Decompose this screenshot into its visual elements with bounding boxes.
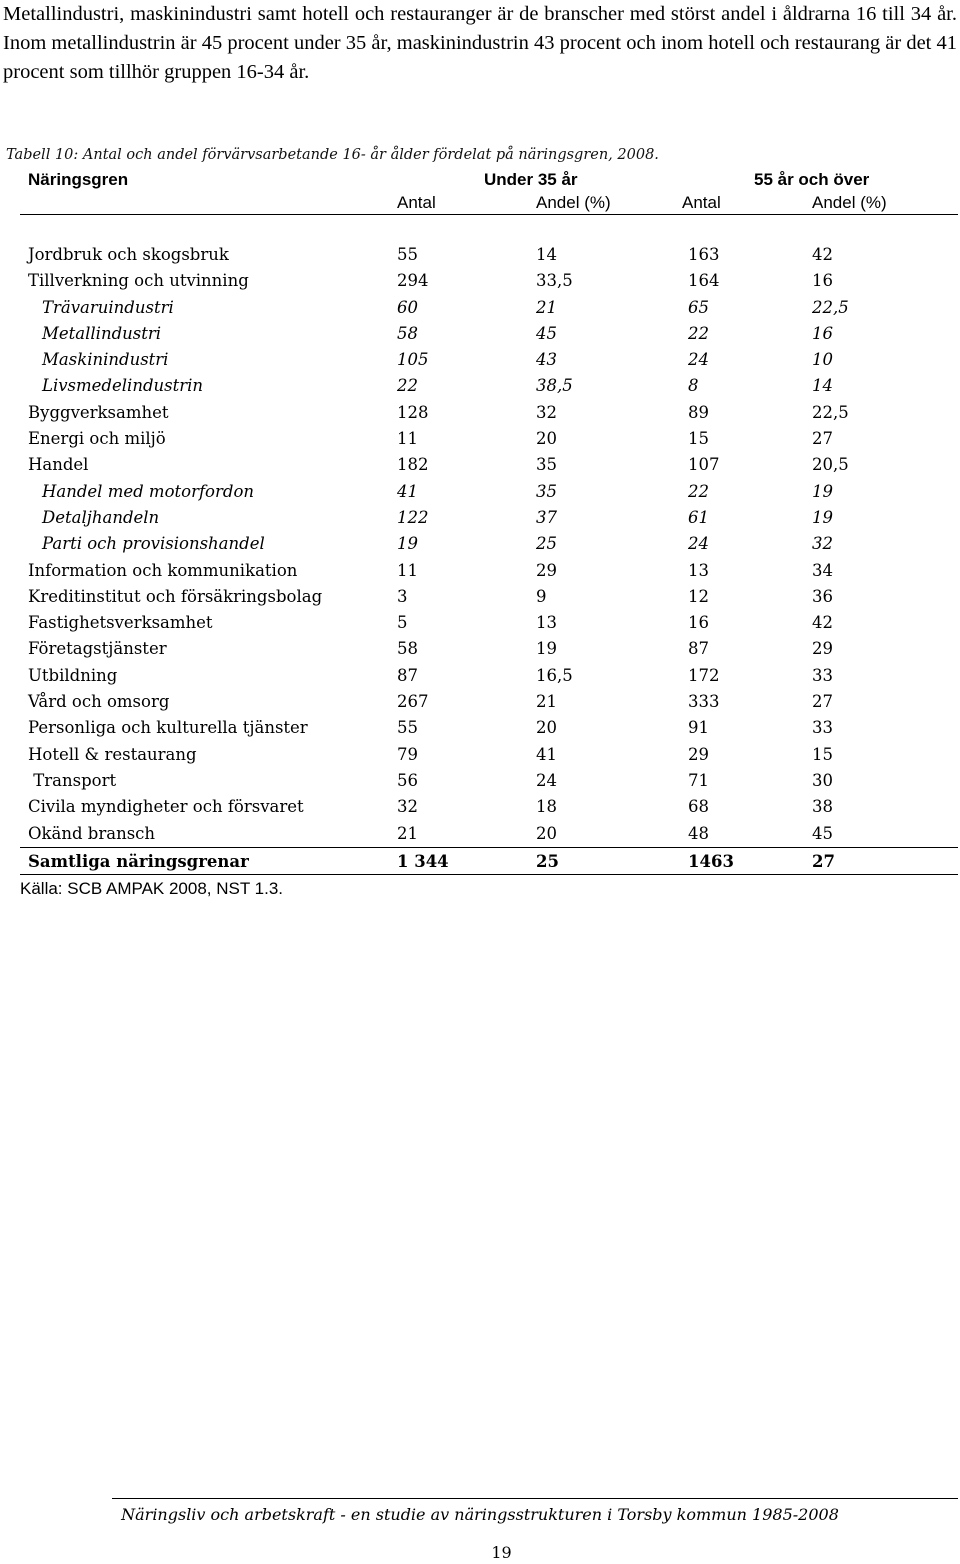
cell-under-35-share: 18 bbox=[536, 797, 557, 817]
cell-55-plus-share: 42 bbox=[812, 613, 833, 633]
header-under-35: Under 35 år bbox=[484, 170, 578, 189]
cell-under-35-share: 21 bbox=[536, 692, 557, 712]
cell-55-plus-count: 24 bbox=[688, 534, 709, 554]
cell-55-plus-share: 38 bbox=[812, 797, 833, 817]
cell-under-35-count: 60 bbox=[397, 297, 418, 317]
header-55-plus: 55 år och över bbox=[754, 170, 870, 189]
table-row bbox=[0, 558, 960, 584]
cell-under-35-count: 11 bbox=[397, 560, 418, 580]
cell-55-plus-share: 22,5 bbox=[812, 402, 849, 422]
cell-55-plus-count: 24 bbox=[688, 350, 709, 370]
page-number: 19 bbox=[491, 1543, 512, 1562]
cell-under-35-count: 22 bbox=[397, 376, 418, 396]
cell-under-35-count: 105 bbox=[397, 350, 429, 370]
cell-under-35-share: 21 bbox=[536, 297, 557, 317]
cell-55-plus-count: 48 bbox=[688, 823, 709, 843]
cell-55-plus-share: 30 bbox=[812, 770, 833, 790]
cell-under-35-count: 5 bbox=[397, 613, 408, 633]
table-row bbox=[0, 610, 960, 636]
cell-under-35-count: 11 bbox=[397, 429, 418, 449]
total-top-rule bbox=[20, 847, 958, 848]
cell-55-plus-count: 12 bbox=[688, 586, 709, 606]
cell-55-plus-share: 16 bbox=[812, 271, 833, 291]
cell-55-plus-share: 19 bbox=[812, 481, 833, 501]
cell-55-plus-share: 36 bbox=[812, 586, 833, 606]
total-bottom-rule bbox=[20, 874, 958, 875]
cell-55-plus-share: 29 bbox=[812, 639, 833, 659]
cell-55-plus-share: 22,5 bbox=[812, 297, 849, 317]
cell-55-plus-share: 16 bbox=[812, 323, 833, 343]
row-sector-name: Okänd bransch bbox=[28, 823, 156, 843]
cell-55-plus-share: 45 bbox=[812, 823, 833, 843]
cell-55-plus-share: 15 bbox=[812, 744, 833, 764]
cell-55-plus-count: 22 bbox=[688, 481, 709, 501]
cell-55-plus-count: 8 bbox=[688, 376, 699, 396]
cell-55-plus-share: 34 bbox=[812, 560, 833, 580]
row-sector-name: Information och kommunikation bbox=[28, 560, 298, 580]
subheader-55-plus-count: Antal bbox=[682, 193, 721, 212]
table-body bbox=[0, 242, 960, 847]
cell-under-35-share: 41 bbox=[536, 744, 557, 764]
total-under-35-count: 1 344 bbox=[397, 852, 449, 871]
cell-55-plus-share: 27 bbox=[812, 429, 833, 449]
cell-under-35-count: 21 bbox=[397, 823, 418, 843]
table-row bbox=[0, 531, 960, 557]
row-sector-name: Civila myndigheter och försvaret bbox=[28, 797, 304, 817]
cell-under-35-share: 20 bbox=[536, 718, 557, 738]
cell-under-35-count: 122 bbox=[397, 507, 429, 527]
total-55-plus-count: 1463 bbox=[688, 852, 734, 871]
cell-55-plus-count: 172 bbox=[688, 665, 720, 685]
cell-55-plus-count: 333 bbox=[688, 692, 720, 712]
table-row bbox=[0, 689, 960, 715]
cell-under-35-count: 55 bbox=[397, 245, 418, 264]
cell-55-plus-share: 10 bbox=[812, 350, 833, 370]
row-sector-name: Metallindustri bbox=[42, 323, 162, 343]
row-sector-name: Handel med motorfordon bbox=[42, 481, 255, 501]
cell-55-plus-count: 68 bbox=[688, 797, 709, 817]
cell-under-35-count: 56 bbox=[397, 770, 418, 790]
header-sector: Näringsgren bbox=[28, 170, 129, 189]
cell-55-plus-count: 16 bbox=[688, 613, 709, 633]
table-row bbox=[0, 347, 960, 373]
cell-under-35-count: 294 bbox=[397, 271, 429, 291]
table-row bbox=[0, 768, 960, 794]
cell-55-plus-count: 29 bbox=[688, 744, 709, 764]
row-sector-name: Kreditinstitut och försäkringsbolag bbox=[28, 586, 323, 606]
row-sector-name: Fastighetsverksamhet bbox=[28, 613, 213, 633]
table-source: Källa: SCB AMPAK 2008, NST 1.3. bbox=[20, 879, 284, 898]
cell-under-35-count: 32 bbox=[397, 797, 418, 817]
row-sector-name: Livsmedelindustrin bbox=[42, 376, 204, 396]
cell-under-35-count: 58 bbox=[397, 639, 418, 659]
cell-under-35-share: 35 bbox=[536, 455, 557, 475]
cell-55-plus-count: 61 bbox=[688, 507, 709, 527]
footer-rule bbox=[112, 1498, 958, 1499]
table-row bbox=[0, 373, 960, 399]
cell-under-35-share: 33,5 bbox=[536, 271, 573, 291]
cell-under-35-share: 24 bbox=[536, 770, 557, 790]
row-sector-name: Parti och provisionshandel bbox=[42, 534, 265, 554]
cell-under-35-share: 13 bbox=[536, 613, 557, 633]
cell-under-35-count: 19 bbox=[397, 534, 418, 554]
cell-55-plus-share: 33 bbox=[812, 665, 833, 685]
cell-under-35-count: 79 bbox=[397, 744, 418, 764]
table-row bbox=[0, 321, 960, 347]
cell-under-35-share: 37 bbox=[536, 507, 557, 527]
table-row bbox=[0, 794, 960, 820]
total-55-plus-share: 27 bbox=[812, 852, 835, 871]
subheader-under-35-count: Antal bbox=[397, 193, 436, 212]
cell-55-plus-count: 163 bbox=[688, 245, 720, 264]
cell-under-35-count: 55 bbox=[397, 718, 418, 738]
cell-under-35-share: 35 bbox=[536, 481, 557, 501]
table-row bbox=[0, 452, 960, 478]
cell-55-plus-share: 14 bbox=[812, 376, 833, 396]
cell-55-plus-share: 42 bbox=[812, 245, 833, 264]
cell-55-plus-count: 65 bbox=[688, 297, 709, 317]
cell-under-35-count: 58 bbox=[397, 323, 418, 343]
page-footer: Näringsliv och arbetskraft - en studie av näringsstrukturen i Torsby kommun 1985-2008 bbox=[121, 1505, 839, 1524]
cell-55-plus-count: 107 bbox=[688, 455, 720, 475]
cell-under-35-share: 45 bbox=[536, 323, 557, 343]
row-sector-name: Trävaruindustri bbox=[42, 297, 174, 317]
cell-under-35-count: 3 bbox=[397, 586, 408, 606]
subheader-under-35-share: Andel (%) bbox=[536, 193, 611, 212]
table-row bbox=[0, 295, 960, 321]
total-row bbox=[0, 849, 960, 875]
cell-under-35-count: 128 bbox=[397, 402, 429, 422]
cell-under-35-share: 16,5 bbox=[536, 665, 573, 685]
cell-under-35-share: 20 bbox=[536, 429, 557, 449]
cell-under-35-count: 87 bbox=[397, 665, 418, 685]
cell-55-plus-count: 71 bbox=[688, 770, 709, 790]
row-sector-name: Detaljhandeln bbox=[42, 507, 160, 527]
cell-55-plus-count: 22 bbox=[688, 323, 709, 343]
total-under-35-share: 25 bbox=[536, 852, 559, 871]
table-row bbox=[0, 426, 960, 452]
row-sector-name: Företagstjänster bbox=[28, 639, 167, 659]
cell-under-35-share: 9 bbox=[536, 586, 547, 606]
table-row bbox=[0, 584, 960, 610]
cell-55-plus-share: 27 bbox=[812, 692, 833, 712]
row-sector-name: Jordbruk och skogsbruk bbox=[28, 245, 229, 264]
cell-under-35-share: 29 bbox=[536, 560, 557, 580]
cell-55-plus-share: 19 bbox=[812, 507, 833, 527]
row-sector-name: Maskinindustri bbox=[42, 350, 169, 370]
cell-under-35-count: 267 bbox=[397, 692, 429, 712]
cell-55-plus-count: 15 bbox=[688, 429, 709, 449]
table-row bbox=[0, 242, 960, 268]
table-row bbox=[0, 821, 960, 847]
subheader-55-plus-share: Andel (%) bbox=[812, 193, 887, 212]
row-sector-name: Energi och miljö bbox=[28, 429, 166, 449]
cell-under-35-count: 182 bbox=[397, 455, 429, 475]
cell-55-plus-share: 33 bbox=[812, 718, 833, 738]
table-row bbox=[0, 268, 960, 294]
cell-under-35-share: 32 bbox=[536, 402, 557, 422]
cell-55-plus-share: 32 bbox=[812, 534, 833, 554]
cell-under-35-share: 20 bbox=[536, 823, 557, 843]
cell-55-plus-count: 164 bbox=[688, 271, 720, 291]
table-row bbox=[0, 636, 960, 662]
cell-55-plus-count: 87 bbox=[688, 639, 709, 659]
table-row bbox=[0, 742, 960, 768]
row-sector-name: Hotell & restaurang bbox=[28, 744, 197, 764]
intro-paragraph: Metallindustri, maskinindustri samt hotell och restauranger är de branscher med störst andel i åldrarna 16 till 34 år. Inom metallindustrin är 45 procent under 35 år, maskinindustrin 43 procent och inom hotell och restaurang är det 41 procent som tillhör gruppen 16-34 år. bbox=[3, 3, 957, 83]
cell-55-plus-share: 20,5 bbox=[812, 455, 849, 475]
row-sector-name: Vård och omsorg bbox=[28, 692, 170, 712]
cell-under-35-share: 25 bbox=[536, 534, 557, 554]
table-row bbox=[0, 505, 960, 531]
row-sector-name: Tillverkning och utvinning bbox=[28, 271, 249, 291]
table-row bbox=[0, 715, 960, 741]
table-row bbox=[0, 663, 960, 689]
row-sector-name: Handel bbox=[28, 455, 89, 475]
row-sector-name: Byggverksamhet bbox=[28, 402, 169, 422]
row-sector-name: Utbildning bbox=[28, 665, 118, 685]
cell-under-35-share: 43 bbox=[536, 350, 557, 370]
table-row bbox=[0, 479, 960, 505]
cell-55-plus-count: 91 bbox=[688, 718, 709, 738]
row-sector-name: Transport bbox=[28, 770, 117, 790]
header-rule bbox=[20, 214, 958, 215]
cell-under-35-share: 19 bbox=[536, 639, 557, 659]
cell-55-plus-count: 89 bbox=[688, 402, 709, 422]
cell-under-35-share: 14 bbox=[536, 245, 557, 264]
table-caption: Tabell 10: Antal och andel förvärvsarbetande 16- år ålder fördelat på näringsgren, 2008. bbox=[6, 147, 659, 163]
total-name: Samtliga näringsgrenar bbox=[28, 852, 249, 871]
table-row bbox=[0, 400, 960, 426]
cell-under-35-count: 41 bbox=[397, 481, 418, 501]
cell-55-plus-count: 13 bbox=[688, 560, 709, 580]
cell-under-35-share: 38,5 bbox=[536, 376, 573, 396]
row-sector-name: Personliga och kulturella tjänster bbox=[28, 718, 308, 738]
